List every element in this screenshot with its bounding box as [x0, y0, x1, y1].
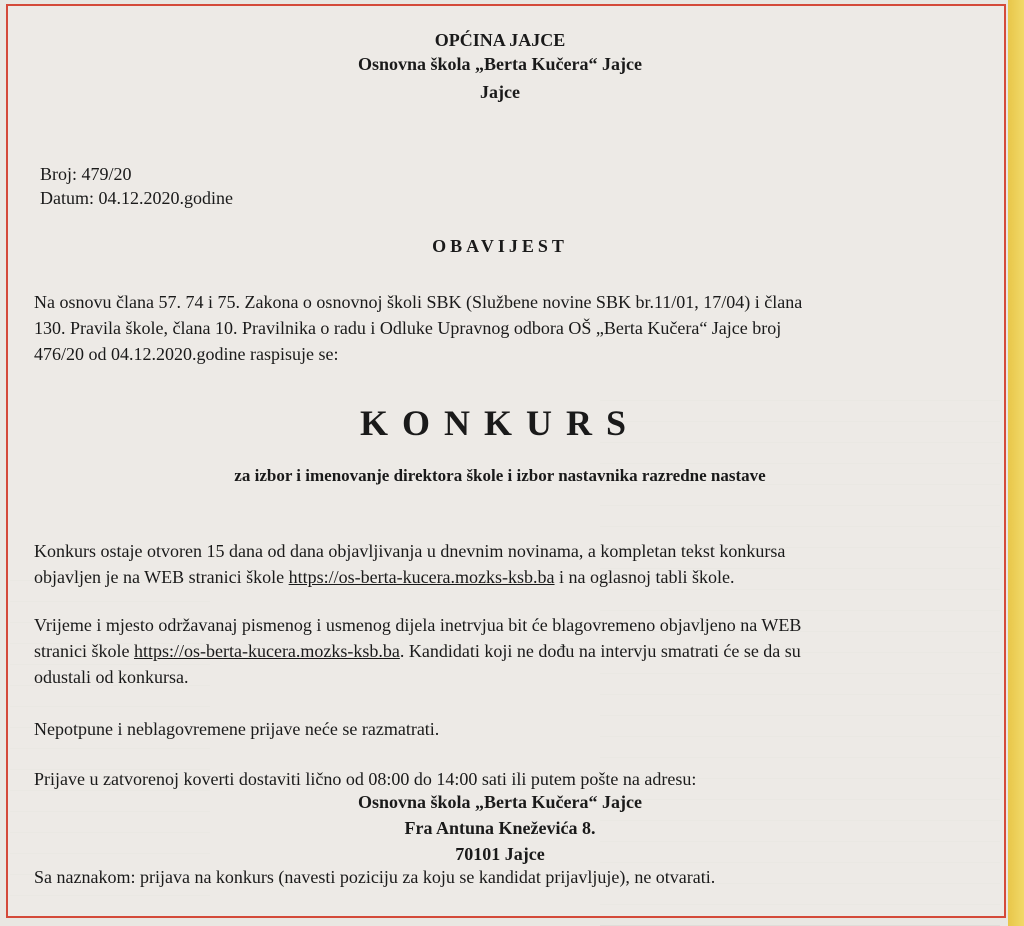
header-municipality: OPĆINA JAJCE	[434, 30, 566, 50]
header-town: Jajce	[480, 82, 520, 102]
intro-line: Na osnovu člana 57. 74 i 75. Zakona o osnovnoj školi SBK (Službene novine SBK br.11/01, 17/04) i člana	[34, 292, 803, 312]
edge-strip	[1008, 0, 1024, 926]
intro-line: 130. Pravila škole, člana 10. Pravilnika o radu i Odluke Upravnog odbora OŠ „Berta Kučera“ Jajce broj	[34, 318, 782, 338]
school-website-link[interactable]: https://os-berta-kucera.mozks-ksb.ba	[133, 641, 400, 661]
reference-number: Broj: 479/20	[40, 164, 132, 184]
paragraph-incomplete: Nepotpune i neblagovremene prijave neće se razmatrati.	[34, 719, 440, 739]
envelope-note: Sa naznakom: prijava na konkurs (navesti poziciju za koju se kandidat prijavljuje), ne otvarati.	[34, 867, 716, 887]
notice-heading: OBAVIJEST	[432, 236, 568, 256]
paragraph-line: Konkurs ostaje otvoren 15 dana od dana objavljivanja u dnevnim novinama, a kompletan tekst konkursa	[34, 541, 786, 561]
address-city: 70101 Jajce	[455, 844, 545, 864]
paragraph-interview	[34, 612, 974, 690]
paragraph-line: objavljen je na WEB stranici škole https://os-berta-kucera.mozks-ksb.ba i na oglasnoj tabli škole.	[34, 567, 735, 587]
document-date: Datum: 04.12.2020.godine	[40, 188, 233, 208]
paragraph-line: odustali od konkursa.	[34, 667, 189, 687]
address-school: Osnovna škola „Berta Kučera“ Jajce	[358, 792, 642, 812]
paragraph-submission: Prijave u zatvorenoj koverti dostaviti lično od 08:00 do 14:00 sati ili putem pošte na adresu:	[34, 769, 697, 789]
address-street: Fra Antuna Kneževića 8.	[404, 818, 596, 838]
konkurs-subtitle: za izbor i imenovanje direktora škole i izbor nastavnika razredne nastave	[234, 466, 766, 485]
paragraph-line: Vrijeme i mjesto održavanaj pismenog i usmenog dijela inetrvjua bit će blagovremeno objavljeno na WEB	[34, 615, 802, 635]
intro-paragraph	[34, 289, 974, 367]
konkurs-title: KONKURS	[359, 403, 641, 443]
school-website-link[interactable]: https://os-berta-kucera.mozks-ksb.ba	[288, 567, 555, 587]
intro-line: 476/20 od 04.12.2020.godine raspisuje se:	[34, 344, 339, 364]
paragraph-line: stranici škole https://os-berta-kucera.mozks-ksb.ba. Kandidati koji ne dođu na intervju smatrati će se da su	[34, 641, 801, 661]
header-school: Osnovna škola „Berta Kučera“ Jajce	[358, 54, 642, 74]
paragraph-open-period	[34, 538, 974, 590]
